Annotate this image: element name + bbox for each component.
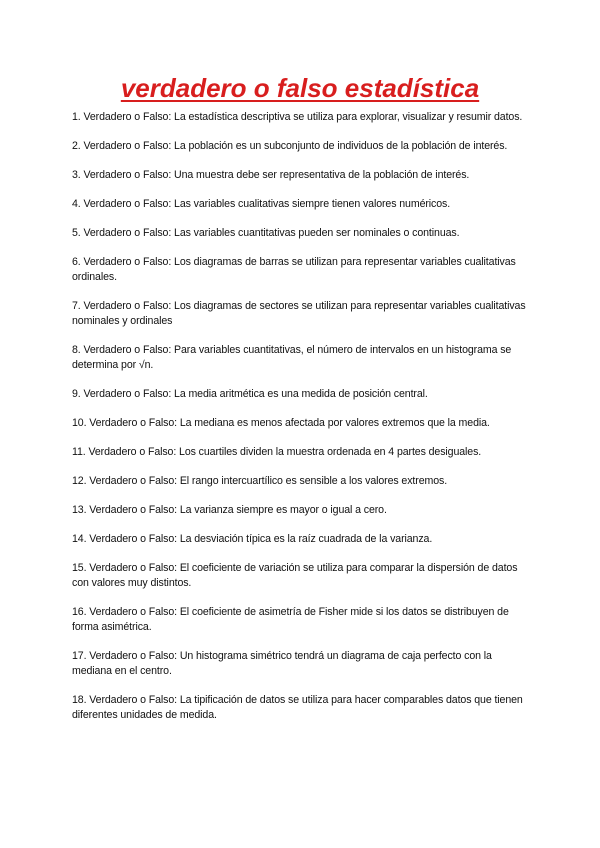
question-item: 2. Verdadero o Falso: La población es un subconjunto de individuos de la población de interés. (72, 140, 508, 152)
question-item: 10. Verdadero o Falso: La mediana es menos afectada por valores extremos que la media. (72, 417, 490, 429)
question-item: 6. Verdadero o Falso: Los diagramas de barras se utilizan para representar variables cualitativas ordinales. (72, 256, 516, 283)
question-list (72, 110, 532, 737)
question-item: 12. Verdadero o Falso: El rango intercuartílico es sensible a los valores extremos. (72, 475, 448, 487)
question-item: 8. Verdadero o Falso: Para variables cuantitativas, el número de intervalos en un histograma se determina por √n. (72, 344, 512, 371)
question-item: 17. Verdadero o Falso: Un histograma simétrico tendrá un diagrama de caja perfecto con la mediana en el centro. (72, 650, 492, 677)
question-item: 9. Verdadero o Falso: La media aritmética es una medida de posición central. (72, 388, 428, 400)
question-item: 11. Verdadero o Falso: Los cuartiles dividen la muestra ordenada en 4 partes desiguales. (72, 446, 482, 458)
question-item: 13. Verdadero o Falso: La varianza siempre es mayor o igual a cero. (72, 504, 387, 516)
document-title: verdadero o falso estadística (120, 73, 480, 103)
question-item: 4. Verdadero o Falso: Las variables cualitativas siempre tienen valores numéricos. (72, 198, 451, 210)
question-item: 14. Verdadero o Falso: La desviación típica es la raíz cuadrada de la varianza. (72, 533, 433, 545)
question-item: 18. Verdadero o Falso: La tipificación de datos se utiliza para hacer comparables datos que tienen diferentes unidades de medida. (72, 694, 523, 721)
question-item: 16. Verdadero o Falso: El coeficiente de asimetría de Fisher mide si los datos se distribuyen de forma asimétrica. (72, 606, 509, 633)
question-item: 7. Verdadero o Falso: Los diagramas de sectores se utilizan para representar variables cualitativas nominales y ordinales (72, 300, 526, 327)
question-item: 15. Verdadero o Falso: El coeficiente de variación se utiliza para comparar la dispersión de datos con valores muy distintos. (72, 562, 518, 589)
question-item: 5. Verdadero o Falso: Las variables cuantitativas pueden ser nominales o continuas. (72, 227, 460, 239)
question-item: 1. Verdadero o Falso: La estadística descriptiva se utiliza para explorar, visualizar y resumir datos. (72, 111, 523, 123)
question-item: 3. Verdadero o Falso: Una muestra debe ser representativa de la población de interés. (72, 169, 470, 181)
